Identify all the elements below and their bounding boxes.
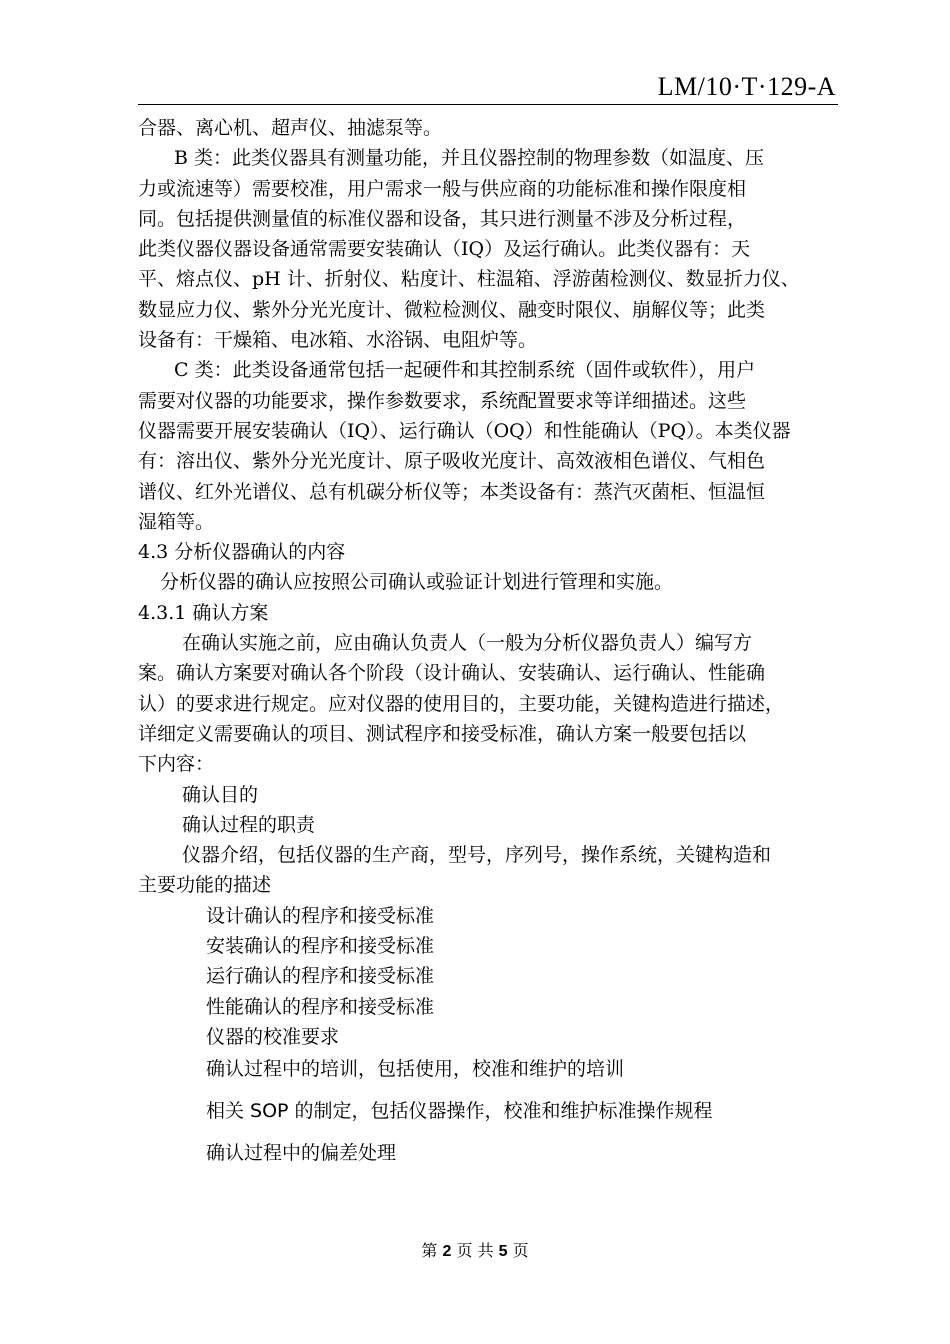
text-line: 力或流速等）需要校准，用户需求一般与供应商的功能标准和操作限度相 <box>138 177 747 200</box>
text-line: 同。包括提供测量值的标准仪器和设备，其只进行测量不涉及分析过程， <box>138 207 747 230</box>
paragraph-class-b: B 类：此类仪器具有测量功能，并且仪器控制的物理参数（如温度、压 <box>174 147 765 170</box>
footer-suffix: 页 <box>512 1241 529 1260</box>
section-heading-4-3: 4.3 分析仪器确认的内容 <box>138 541 346 564</box>
document-body <box>138 113 840 1168</box>
text-line: 详细定义需要确认的项目、测试程序和接受标准，确认方案一般要包括以 <box>138 722 747 745</box>
page-footer <box>0 1238 950 1261</box>
text-line: 合器、离心机、超声仪、抽滤泵等。 <box>138 117 443 139</box>
document-code: LM/10·T·129-A <box>657 72 836 101</box>
text-line: 此类仪器仪器设备通常需要安装确认（IQ）及运行确认。此类仪器有：天 <box>138 238 751 261</box>
text-line: 案。确认方案要对确认各个阶段（设计确认、安装确认、运行确认、性能确 <box>138 662 766 685</box>
footer-middle: 页 共 <box>456 1241 494 1260</box>
list-item: 运行确认的程序和接受标准 <box>206 965 435 988</box>
list-item: 安装确认的程序和接受标准 <box>206 935 435 958</box>
list-item: 性能确认的程序和接受标准 <box>206 995 435 1018</box>
text-line: 平、熔点仪、pH 计、折射仪、粘度计、柱温箱、浮游菌检测仪、数显折力仪、 <box>138 268 800 291</box>
text-line: 下内容： <box>138 753 215 776</box>
list-item: 确认过程的职责 <box>182 813 316 836</box>
section-heading-4-3-1: 4.3.1 确认方案 <box>138 601 269 624</box>
text-line: 数显应力仪、紫外分光光度计、微粒检测仪、融变时限仪、崩解仪等；此类 <box>138 298 766 321</box>
page-header <box>138 70 838 105</box>
list-item: 确认过程中的培训，包括使用，校准和维护的培训 <box>206 1058 625 1081</box>
text-line: 主要功能的描述 <box>138 874 272 897</box>
total-page-number: 5 <box>498 1243 508 1260</box>
list-item: 仪器介绍，包括仪器的生产商，型号，序列号，操作系统，关键构造和 <box>182 844 772 867</box>
text-line: 湿箱等。 <box>138 510 215 533</box>
list-item: 相关 SOP 的制定，包括仪器操作，校准和维护标准操作规程 <box>206 1100 713 1123</box>
text-line: 谱仪、红外光谱仪、总有机碳分析仪等；本类设备有：蒸汽灭菌柜、恒温恒 <box>138 480 766 503</box>
list-item: 确认过程中的偏差处理 <box>206 1142 397 1165</box>
text-line: 仪器需要开展安装确认（IQ）、运行确认（OQ）和性能确认（PQ）。本类仪器 <box>138 419 791 442</box>
text-line: 分析仪器的确认应按照公司确认或验证计划进行管理和实施。 <box>160 571 674 594</box>
current-page-number: 2 <box>442 1243 452 1260</box>
list-item: 设计确认的程序和接受标准 <box>206 904 435 927</box>
text-line: 需要对仪器的功能要求，操作参数要求，系统配置要求等详细描述。这些 <box>138 389 747 412</box>
text-line: 认）的要求进行规定。应对仪器的使用目的，主要功能，关键构造进行描述， <box>138 692 785 715</box>
footer-prefix: 第 <box>421 1241 438 1260</box>
list-item: 仪器的校准要求 <box>206 1025 340 1048</box>
paragraph-plan: 在确认实施之前，应由确认负责人（一般为分析仪器负责人）编写方 <box>182 632 753 655</box>
paragraph-class-c: C 类：此类设备通常包括一起硬件和其控制系统（固件或软件），用户 <box>174 359 756 382</box>
list-item: 确认目的 <box>182 783 259 806</box>
text-line: 设备有：干燥箱、电冰箱、水浴锅、电阻炉等。 <box>138 329 538 352</box>
text-line: 有：溶出仪、紫外分光光度计、原子吸收光度计、高效液相色谱仪、气相色 <box>138 450 766 473</box>
